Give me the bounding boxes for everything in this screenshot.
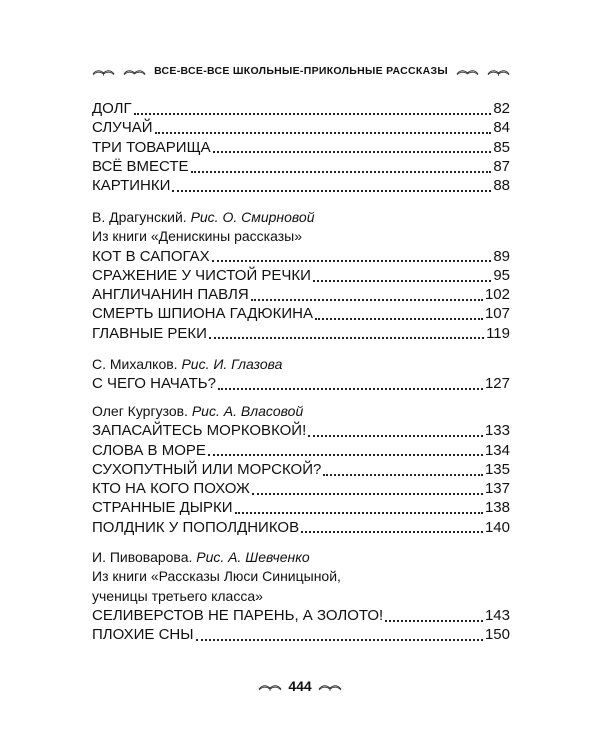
toc-entry-page: 143 [484, 606, 510, 624]
toc-entry-page: 150 [484, 626, 510, 644]
dot-leader [308, 435, 483, 437]
toc-entry [92, 266, 510, 285]
page-footer [220, 675, 380, 697]
author-line [92, 402, 510, 421]
author-line [92, 548, 510, 567]
author-name: В. Драгунский. [92, 209, 187, 225]
toc-entry-page: 82 [493, 100, 510, 117]
illustrator-credit: Рис. О. Смирновой [190, 209, 315, 225]
toc-entry-page: 135 [484, 460, 510, 478]
dot-leader [134, 113, 492, 115]
toc-entry [92, 138, 510, 157]
toc-entry-title: СУХОПУТНЫЙ ИЛИ МОРСКОЙ? [92, 460, 322, 478]
book-note: ученицы третьего класса» [92, 587, 263, 604]
toc-entry-page: 84 [493, 119, 510, 137]
toc-entry-page: 107 [484, 305, 510, 323]
book-icon [92, 65, 115, 77]
dot-leader [301, 531, 483, 533]
toc-entry-page: 89 [493, 247, 510, 265]
running-header [92, 60, 510, 82]
toc-entry-page: 127 [484, 375, 510, 393]
dot-leader [252, 493, 483, 495]
header-title: ВСЕ-ВСЕ-ВСЕ ШКОЛЬНЫЕ-ПРИКОЛЬНЫЕ РАССКАЗЫ [154, 65, 448, 77]
toc-entry [92, 498, 510, 517]
dot-leader [315, 318, 483, 320]
toc-entry-page: 85 [493, 138, 510, 156]
dot-leader [172, 190, 491, 192]
illustrator-credit: Рис. И. Глазова [181, 356, 283, 372]
toc-entry-title: ВСЁ ВМЕСТЕ [92, 157, 189, 175]
toc-section [92, 99, 510, 195]
dot-leader [251, 299, 483, 301]
toc-entry [92, 99, 510, 118]
dot-leader [235, 512, 483, 514]
dot-leader [191, 171, 492, 173]
toc-entry [92, 421, 510, 440]
author-name: С. Михалков. [92, 356, 178, 372]
toc-entry [92, 157, 510, 176]
toc-entry-page: 119 [486, 324, 510, 342]
toc-entry-title: КТО НА КОГО ПОХОЖ [92, 480, 250, 498]
book-icon [487, 65, 510, 77]
toc-entry [92, 176, 510, 195]
page-number: 444 [288, 678, 312, 694]
book-icon [456, 65, 479, 77]
dot-leader [213, 151, 492, 153]
book-note: Из книги «Денискины рассказы» [92, 228, 302, 245]
toc-entry-title: СЕЛИВЕРСТОВ НЕ ПАРЕНЬ, А ЗОЛОТО! [92, 606, 384, 624]
toc-entry-page: 137 [484, 480, 510, 498]
toc-entry [92, 441, 510, 460]
toc-entry [92, 324, 510, 343]
toc-entry [92, 118, 510, 137]
toc-entry [92, 374, 510, 393]
toc-entry-title: С ЧЕГО НАЧАТЬ? [92, 375, 216, 393]
book-icon [258, 680, 282, 692]
toc-entry-page: 134 [484, 441, 510, 459]
dot-leader [323, 474, 483, 476]
dot-leader [208, 454, 483, 456]
author-name: Олег Кургузов. [92, 403, 188, 419]
book-icon [123, 65, 146, 77]
toc-entry-title: СТРАННЫЕ ДЫРКИ [92, 499, 233, 517]
toc-entry-title: ПОЛДНИК У ПОПОЛДНИКОВ [92, 518, 300, 536]
toc-entry-title: ГЛАВНЫЕ РЕКИ [92, 324, 207, 342]
toc-entry-page: 95 [493, 266, 510, 284]
toc-entry-title: ПЛОХИЕ СНЫ [92, 626, 194, 644]
dot-leader [313, 280, 491, 282]
dot-leader [212, 260, 492, 262]
dot-leader [209, 337, 484, 339]
toc-entry [92, 285, 510, 304]
toc-entry-title: СЛОВА В МОРЕ [92, 441, 206, 459]
toc-entry-title: КАРТИНКИ [92, 177, 171, 195]
author-line [92, 355, 510, 374]
toc-entry [92, 304, 510, 323]
dot-leader [155, 132, 492, 134]
toc-section [92, 208, 510, 343]
book-icon [318, 680, 342, 692]
toc-entry-page: 87 [493, 157, 510, 175]
toc-entry [92, 479, 510, 498]
toc-entry-page: 138 [484, 499, 510, 517]
toc-entry-page: 140 [484, 518, 510, 536]
dot-leader [385, 620, 483, 622]
toc-entry-page: 88 [493, 177, 510, 195]
toc-entry [92, 518, 510, 537]
toc-entry-page: 133 [484, 422, 510, 440]
dot-leader [218, 388, 483, 390]
toc-entry-title: ЗАПАСАЙТЕСЬ МОРКОВКОЙ! [92, 422, 307, 440]
toc-entry-title: СРАЖЕНИЕ У ЧИСТОЙ РЕЧКИ [92, 266, 311, 284]
toc-entry-page: 102 [484, 286, 510, 304]
toc-entry [92, 606, 510, 625]
illustrator-credit: Рис. А. Власовой [191, 403, 304, 419]
toc-entry-title: ДОЛГ [92, 100, 132, 117]
toc-entry-title: АНГЛИЧАНИН ПАВЛЯ [92, 286, 249, 304]
toc-entry [92, 625, 510, 644]
toc-section [92, 355, 510, 394]
illustrator-credit: Рис. А. Шевченко [196, 549, 310, 565]
toc-entry [92, 247, 510, 266]
dot-leader [196, 639, 483, 641]
toc-entry-title: СМЕРТЬ ШПИОНА ГАДЮКИНА [92, 305, 313, 323]
toc-section [92, 402, 510, 537]
author-line [92, 208, 510, 227]
toc-entry-title: СЛУЧАЙ [92, 119, 153, 137]
book-note: Из книги «Рассказы Люси Синицыной, [92, 568, 341, 585]
toc-entry-title: КОТ В САПОГАХ [92, 247, 210, 265]
toc-entry-title: ТРИ ТОВАРИЩА [92, 138, 211, 156]
toc-entry [92, 460, 510, 479]
toc-section [92, 548, 510, 644]
author-name: И. Пивоварова. [92, 549, 193, 565]
